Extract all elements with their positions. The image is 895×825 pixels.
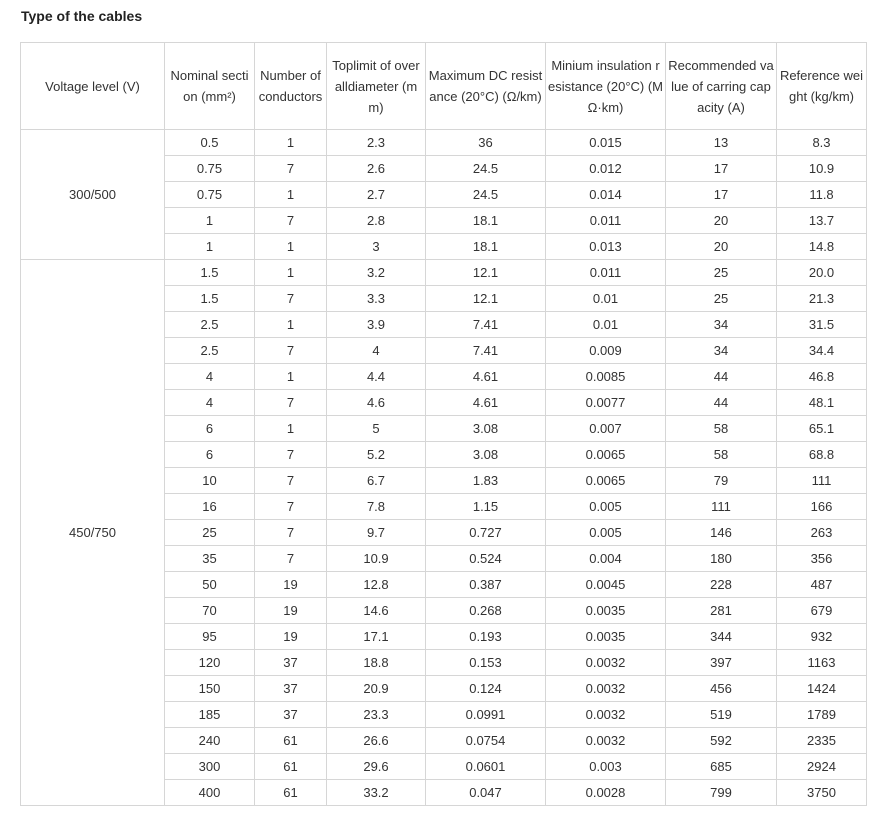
cell-conductors: 61 [255, 754, 327, 780]
cell-dc-resistance: 12.1 [426, 260, 546, 286]
cell-voltage-level: 300/500 [21, 130, 165, 260]
cell-nominal-section: 4 [165, 364, 255, 390]
cell-nominal-section: 70 [165, 598, 255, 624]
cell-nominal-section: 4 [165, 390, 255, 416]
cell-diameter: 12.8 [327, 572, 426, 598]
cell-dc-resistance: 0.047 [426, 780, 546, 806]
cell-diameter: 6.7 [327, 468, 426, 494]
cell-insulation-resistance: 0.005 [546, 520, 666, 546]
cell-conductors: 37 [255, 650, 327, 676]
cell-diameter: 3 [327, 234, 426, 260]
cell-carrying-capacity: 685 [666, 754, 777, 780]
cell-carrying-capacity: 146 [666, 520, 777, 546]
cell-diameter: 23.3 [327, 702, 426, 728]
cell-nominal-section: 0.5 [165, 130, 255, 156]
cell-nominal-section: 95 [165, 624, 255, 650]
cell-conductors: 19 [255, 624, 327, 650]
cell-conductors: 7 [255, 156, 327, 182]
cell-voltage-level: 450/750 [21, 260, 165, 806]
cell-insulation-resistance: 0.01 [546, 312, 666, 338]
cell-weight: 2924 [777, 754, 867, 780]
cell-weight: 2335 [777, 728, 867, 754]
cell-carrying-capacity: 228 [666, 572, 777, 598]
cell-diameter: 9.7 [327, 520, 426, 546]
cell-carrying-capacity: 44 [666, 390, 777, 416]
cell-insulation-resistance: 0.0065 [546, 442, 666, 468]
cell-nominal-section: 2.5 [165, 338, 255, 364]
cell-diameter: 5 [327, 416, 426, 442]
cell-diameter: 3.3 [327, 286, 426, 312]
cell-insulation-resistance: 0.0028 [546, 780, 666, 806]
cell-diameter: 29.6 [327, 754, 426, 780]
cell-dc-resistance: 1.15 [426, 494, 546, 520]
cell-conductors: 1 [255, 130, 327, 156]
cell-dc-resistance: 0.524 [426, 546, 546, 572]
cell-conductors: 61 [255, 728, 327, 754]
cell-insulation-resistance: 0.0032 [546, 650, 666, 676]
cell-conductors: 1 [255, 416, 327, 442]
cable-spec-table [20, 42, 867, 806]
cell-carrying-capacity: 799 [666, 780, 777, 806]
cell-diameter: 4.4 [327, 364, 426, 390]
cell-diameter: 5.2 [327, 442, 426, 468]
cell-weight: 34.4 [777, 338, 867, 364]
cell-conductors: 7 [255, 338, 327, 364]
cell-nominal-section: 400 [165, 780, 255, 806]
cell-conductors: 61 [255, 780, 327, 806]
cell-dc-resistance: 0.268 [426, 598, 546, 624]
cell-conductors: 7 [255, 286, 327, 312]
cell-conductors: 19 [255, 572, 327, 598]
cell-nominal-section: 1.5 [165, 260, 255, 286]
cell-weight: 48.1 [777, 390, 867, 416]
cell-dc-resistance: 0.153 [426, 650, 546, 676]
cell-dc-resistance: 0.387 [426, 572, 546, 598]
cell-nominal-section: 50 [165, 572, 255, 598]
cell-weight: 932 [777, 624, 867, 650]
cell-diameter: 3.2 [327, 260, 426, 286]
cell-dc-resistance: 1.83 [426, 468, 546, 494]
table-body [21, 130, 867, 806]
cell-weight: 11.8 [777, 182, 867, 208]
cell-dc-resistance: 0.124 [426, 676, 546, 702]
cell-carrying-capacity: 17 [666, 156, 777, 182]
cell-nominal-section: 16 [165, 494, 255, 520]
cell-diameter: 7.8 [327, 494, 426, 520]
cell-carrying-capacity: 344 [666, 624, 777, 650]
cell-insulation-resistance: 0.003 [546, 754, 666, 780]
cell-carrying-capacity: 44 [666, 364, 777, 390]
cell-insulation-resistance: 0.01 [546, 286, 666, 312]
cell-conductors: 1 [255, 260, 327, 286]
cell-carrying-capacity: 180 [666, 546, 777, 572]
cell-carrying-capacity: 456 [666, 676, 777, 702]
cell-conductors: 7 [255, 468, 327, 494]
cell-carrying-capacity: 281 [666, 598, 777, 624]
cell-insulation-resistance: 0.011 [546, 208, 666, 234]
page-title: Type of the cables [21, 8, 143, 24]
cell-diameter: 18.8 [327, 650, 426, 676]
cell-insulation-resistance: 0.0077 [546, 390, 666, 416]
cell-dc-resistance: 4.61 [426, 364, 546, 390]
cell-dc-resistance: 18.1 [426, 208, 546, 234]
cell-dc-resistance: 24.5 [426, 156, 546, 182]
cell-carrying-capacity: 58 [666, 416, 777, 442]
cell-nominal-section: 6 [165, 442, 255, 468]
cell-nominal-section: 300 [165, 754, 255, 780]
cell-nominal-section: 0.75 [165, 156, 255, 182]
cell-diameter: 10.9 [327, 546, 426, 572]
cell-diameter: 2.7 [327, 182, 426, 208]
cell-dc-resistance: 12.1 [426, 286, 546, 312]
cell-insulation-resistance: 0.007 [546, 416, 666, 442]
cell-insulation-resistance: 0.009 [546, 338, 666, 364]
header-nominal-section: Nominal section (mm²) [165, 43, 255, 130]
cell-carrying-capacity: 79 [666, 468, 777, 494]
cell-weight: 14.8 [777, 234, 867, 260]
cell-nominal-section: 1 [165, 208, 255, 234]
cell-insulation-resistance: 0.0032 [546, 702, 666, 728]
cell-weight: 356 [777, 546, 867, 572]
cell-dc-resistance: 3.08 [426, 442, 546, 468]
cell-insulation-resistance: 0.0032 [546, 728, 666, 754]
cell-conductors: 7 [255, 208, 327, 234]
cell-nominal-section: 0.75 [165, 182, 255, 208]
cell-dc-resistance: 18.1 [426, 234, 546, 260]
cell-weight: 31.5 [777, 312, 867, 338]
cell-nominal-section: 1.5 [165, 286, 255, 312]
cell-dc-resistance: 7.41 [426, 312, 546, 338]
cell-carrying-capacity: 58 [666, 442, 777, 468]
header-voltage-level: Voltage level (V) [21, 43, 165, 130]
header-dc-resistance: Maximum DC resistance (20°C) (Ω/km) [426, 43, 546, 130]
cell-diameter: 3.9 [327, 312, 426, 338]
cell-conductors: 19 [255, 598, 327, 624]
cell-weight: 263 [777, 520, 867, 546]
cell-diameter: 14.6 [327, 598, 426, 624]
cell-diameter: 20.9 [327, 676, 426, 702]
header-carrying-capacity: Recommended value of carring capacity (A) [666, 43, 777, 130]
cell-nominal-section: 10 [165, 468, 255, 494]
cell-dc-resistance: 0.0991 [426, 702, 546, 728]
cell-weight: 1789 [777, 702, 867, 728]
cell-weight: 13.7 [777, 208, 867, 234]
cell-carrying-capacity: 397 [666, 650, 777, 676]
cell-carrying-capacity: 20 [666, 208, 777, 234]
cell-nominal-section: 35 [165, 546, 255, 572]
cell-dc-resistance: 4.61 [426, 390, 546, 416]
cell-weight: 1163 [777, 650, 867, 676]
cell-carrying-capacity: 17 [666, 182, 777, 208]
cell-nominal-section: 150 [165, 676, 255, 702]
cell-nominal-section: 185 [165, 702, 255, 728]
cell-nominal-section: 120 [165, 650, 255, 676]
cell-carrying-capacity: 519 [666, 702, 777, 728]
cell-weight: 20.0 [777, 260, 867, 286]
table-row [21, 260, 867, 286]
cell-insulation-resistance: 0.005 [546, 494, 666, 520]
cell-dc-resistance: 36 [426, 130, 546, 156]
cell-weight: 46.8 [777, 364, 867, 390]
cell-weight: 111 [777, 468, 867, 494]
cell-conductors: 7 [255, 520, 327, 546]
cell-dc-resistance: 7.41 [426, 338, 546, 364]
cell-carrying-capacity: 111 [666, 494, 777, 520]
cell-nominal-section: 25 [165, 520, 255, 546]
cell-dc-resistance: 0.727 [426, 520, 546, 546]
header-insulation-resistance: Minium insulation resistance (20°C) (MΩ·km) [546, 43, 666, 130]
cell-insulation-resistance: 0.0045 [546, 572, 666, 598]
cell-dc-resistance: 24.5 [426, 182, 546, 208]
header-number-of-conductors: Number of conductors [255, 43, 327, 130]
cell-diameter: 2.8 [327, 208, 426, 234]
cell-conductors: 37 [255, 676, 327, 702]
cell-conductors: 7 [255, 442, 327, 468]
header-reference-weight: Reference weight (kg/km) [777, 43, 867, 130]
cell-weight: 487 [777, 572, 867, 598]
cell-conductors: 7 [255, 494, 327, 520]
cell-insulation-resistance: 0.0035 [546, 598, 666, 624]
cell-carrying-capacity: 25 [666, 286, 777, 312]
cell-conductors: 1 [255, 312, 327, 338]
cell-carrying-capacity: 13 [666, 130, 777, 156]
cell-weight: 68.8 [777, 442, 867, 468]
cell-nominal-section: 2.5 [165, 312, 255, 338]
cell-conductors: 7 [255, 546, 327, 572]
cell-diameter: 33.2 [327, 780, 426, 806]
cell-dc-resistance: 0.0754 [426, 728, 546, 754]
cell-weight: 65.1 [777, 416, 867, 442]
cell-diameter: 4.6 [327, 390, 426, 416]
cell-diameter: 4 [327, 338, 426, 364]
cell-diameter: 2.6 [327, 156, 426, 182]
cell-dc-resistance: 0.193 [426, 624, 546, 650]
cell-insulation-resistance: 0.0085 [546, 364, 666, 390]
cell-conductors: 7 [255, 390, 327, 416]
cell-weight: 1424 [777, 676, 867, 702]
cell-weight: 679 [777, 598, 867, 624]
cell-carrying-capacity: 34 [666, 312, 777, 338]
cell-carrying-capacity: 25 [666, 260, 777, 286]
cell-conductors: 1 [255, 182, 327, 208]
cell-insulation-resistance: 0.012 [546, 156, 666, 182]
cell-nominal-section: 240 [165, 728, 255, 754]
cell-insulation-resistance: 0.014 [546, 182, 666, 208]
cell-insulation-resistance: 0.011 [546, 260, 666, 286]
cell-nominal-section: 1 [165, 234, 255, 260]
cell-insulation-resistance: 0.0035 [546, 624, 666, 650]
cell-insulation-resistance: 0.004 [546, 546, 666, 572]
cell-diameter: 2.3 [327, 130, 426, 156]
cell-dc-resistance: 0.0601 [426, 754, 546, 780]
cell-insulation-resistance: 0.0032 [546, 676, 666, 702]
cell-dc-resistance: 3.08 [426, 416, 546, 442]
cell-carrying-capacity: 592 [666, 728, 777, 754]
cell-conductors: 37 [255, 702, 327, 728]
cell-weight: 166 [777, 494, 867, 520]
cell-carrying-capacity: 34 [666, 338, 777, 364]
cell-carrying-capacity: 20 [666, 234, 777, 260]
cell-insulation-resistance: 0.0065 [546, 468, 666, 494]
cell-insulation-resistance: 0.013 [546, 234, 666, 260]
cell-conductors: 1 [255, 364, 327, 390]
header-overall-diameter: Toplimit of overalldiameter (mm) [327, 43, 426, 130]
cell-weight: 21.3 [777, 286, 867, 312]
cell-weight: 8.3 [777, 130, 867, 156]
cell-conductors: 1 [255, 234, 327, 260]
cell-diameter: 17.1 [327, 624, 426, 650]
cell-weight: 3750 [777, 780, 867, 806]
table-header-row [21, 43, 867, 130]
cell-insulation-resistance: 0.015 [546, 130, 666, 156]
cell-weight: 10.9 [777, 156, 867, 182]
cell-nominal-section: 6 [165, 416, 255, 442]
table-row [21, 130, 867, 156]
cell-diameter: 26.6 [327, 728, 426, 754]
